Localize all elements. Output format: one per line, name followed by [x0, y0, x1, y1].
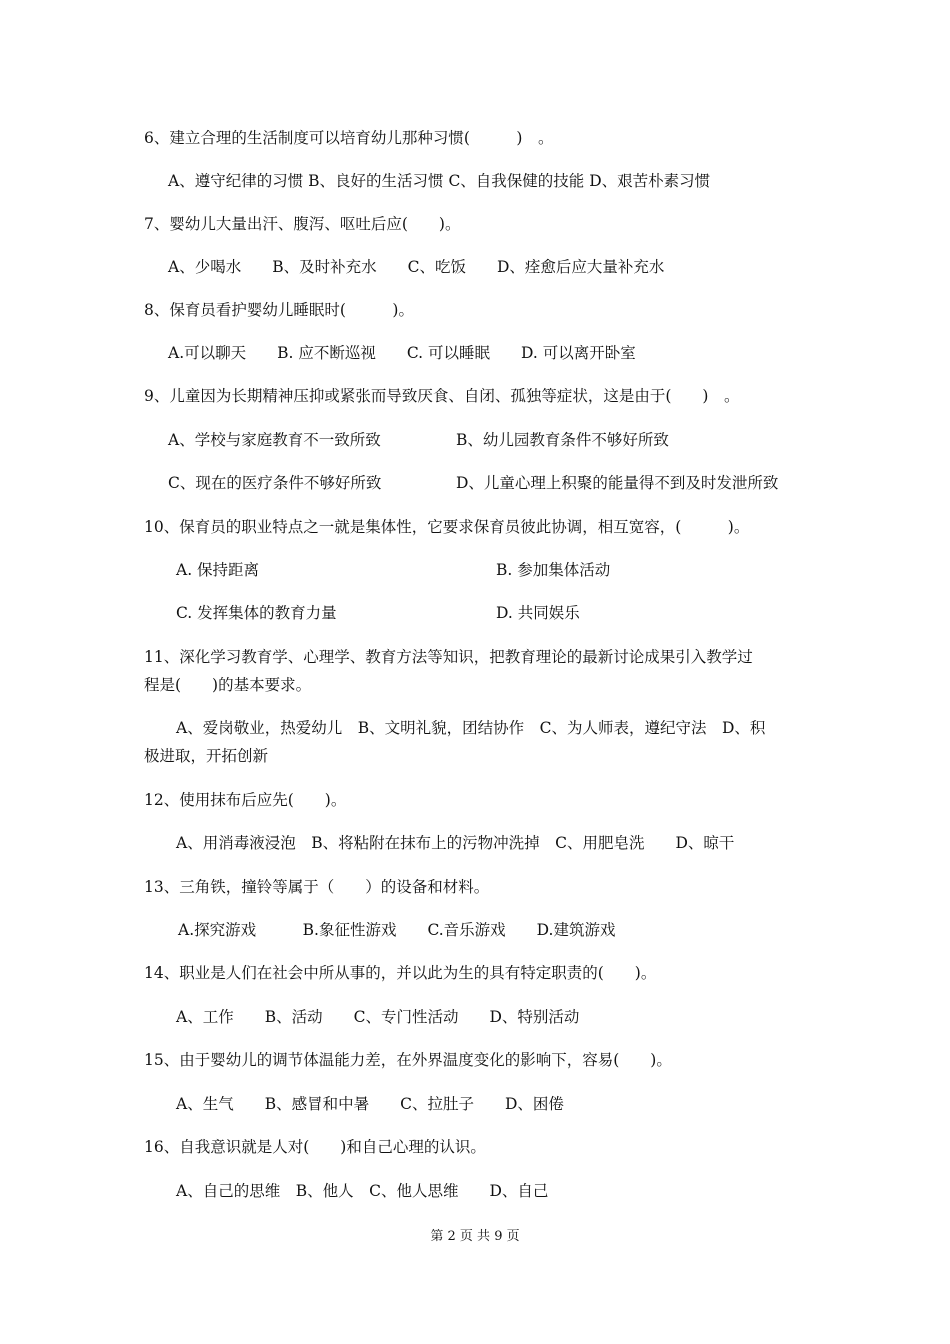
question-12: 12、使用抹布后应先( )。: [144, 791, 347, 809]
question-6: 6、建立合理的生活制度可以培育幼儿那种习惯( ) 。: [144, 129, 554, 147]
question-12-options: A、用消毒液浸泡 B、将粘附在抹布上的污物冲洗掉 C、用肥皂洗 D、晾干: [176, 834, 735, 852]
question-9-option-b: B、幼儿园教育条件不够好所致: [456, 431, 669, 449]
question-7-options: A、少喝水 B、及时补充水 C、吃饭 D、痊愈后应大量补充水: [168, 258, 665, 276]
question-8-options: A.可以聊天 B. 应不断巡视 C. 可以睡眠 D. 可以离开卧室: [168, 344, 636, 362]
question-16-options: A、自己的思维 B、他人 C、他人思维 D、自己: [176, 1182, 549, 1200]
question-16: 16、自我意识就是人对( )和自己心理的认识。: [144, 1138, 486, 1156]
question-9-option-a: A、学校与家庭教育不一致所致: [168, 431, 381, 449]
question-10-option-a: A. 保持距离: [176, 561, 260, 579]
question-10-option-c: C. 发挥集体的教育力量: [176, 604, 337, 622]
question-9-option-c: C、现在的医疗条件不够好所致: [168, 474, 382, 492]
question-11-continued: 程是( )的基本要求。: [144, 676, 312, 694]
question-15: 15、由于婴幼儿的调节体温能力差，在外界温度变化的影响下，容易( )。: [144, 1051, 672, 1069]
question-8: 8、保育员看护婴幼儿睡眠时( )。: [144, 301, 414, 319]
question-10-option-d: D. 共同娱乐: [496, 604, 580, 622]
question-6-options: A、遵守纪律的习惯 B、良好的生活习惯 C、自我保健的技能 D、艰苦朴素习惯: [168, 172, 711, 190]
question-9: 9、儿童因为长期精神压抑或紧张而导致厌食、自闭、孤独等症状，这是由于( ) 。: [144, 387, 740, 405]
question-10: 10、保育员的职业特点之一就是集体性，它要求保育员彼此协调，相互宽容，( )。: [144, 518, 750, 536]
question-13: 13、三角铁，撞铃等属于（ ）的设备和材料。: [144, 878, 490, 896]
question-11-options-continued: 极进取，开拓创新: [144, 747, 269, 765]
question-15-options: A、生气 B、感冒和中暑 C、拉肚子 D、困倦: [176, 1095, 564, 1113]
question-11: 11、深化学习教育学、心理学、教育方法等知识，把教育理论的最新讨论成果引入教学过: [144, 648, 753, 666]
question-14: 14、职业是人们在社会中所从事的，并以此为生的具有特定职责的( )。: [144, 964, 657, 982]
question-13-options: A.探究游戏 B.象征性游戏 C.音乐游戏 D.建筑游戏: [178, 921, 616, 939]
question-10-option-b: B. 参加集体活动: [496, 561, 611, 579]
page-number-footer: 第 2 页 共 9 页: [430, 1229, 520, 1244]
question-14-options: A、工作 B、活动 C、专门性活动 D、特别活动: [176, 1008, 580, 1026]
question-11-options: A、爱岗敬业，热爱幼儿 B、文明礼貌，团结协作 C、为人师表，遵纪守法 D、积: [176, 719, 766, 737]
question-9-option-d: D、儿童心理上积聚的能量得不到及时发泄所致: [456, 474, 779, 492]
question-7: 7、婴幼儿大量出汗、腹泻、呕吐后应( )。: [144, 215, 461, 233]
